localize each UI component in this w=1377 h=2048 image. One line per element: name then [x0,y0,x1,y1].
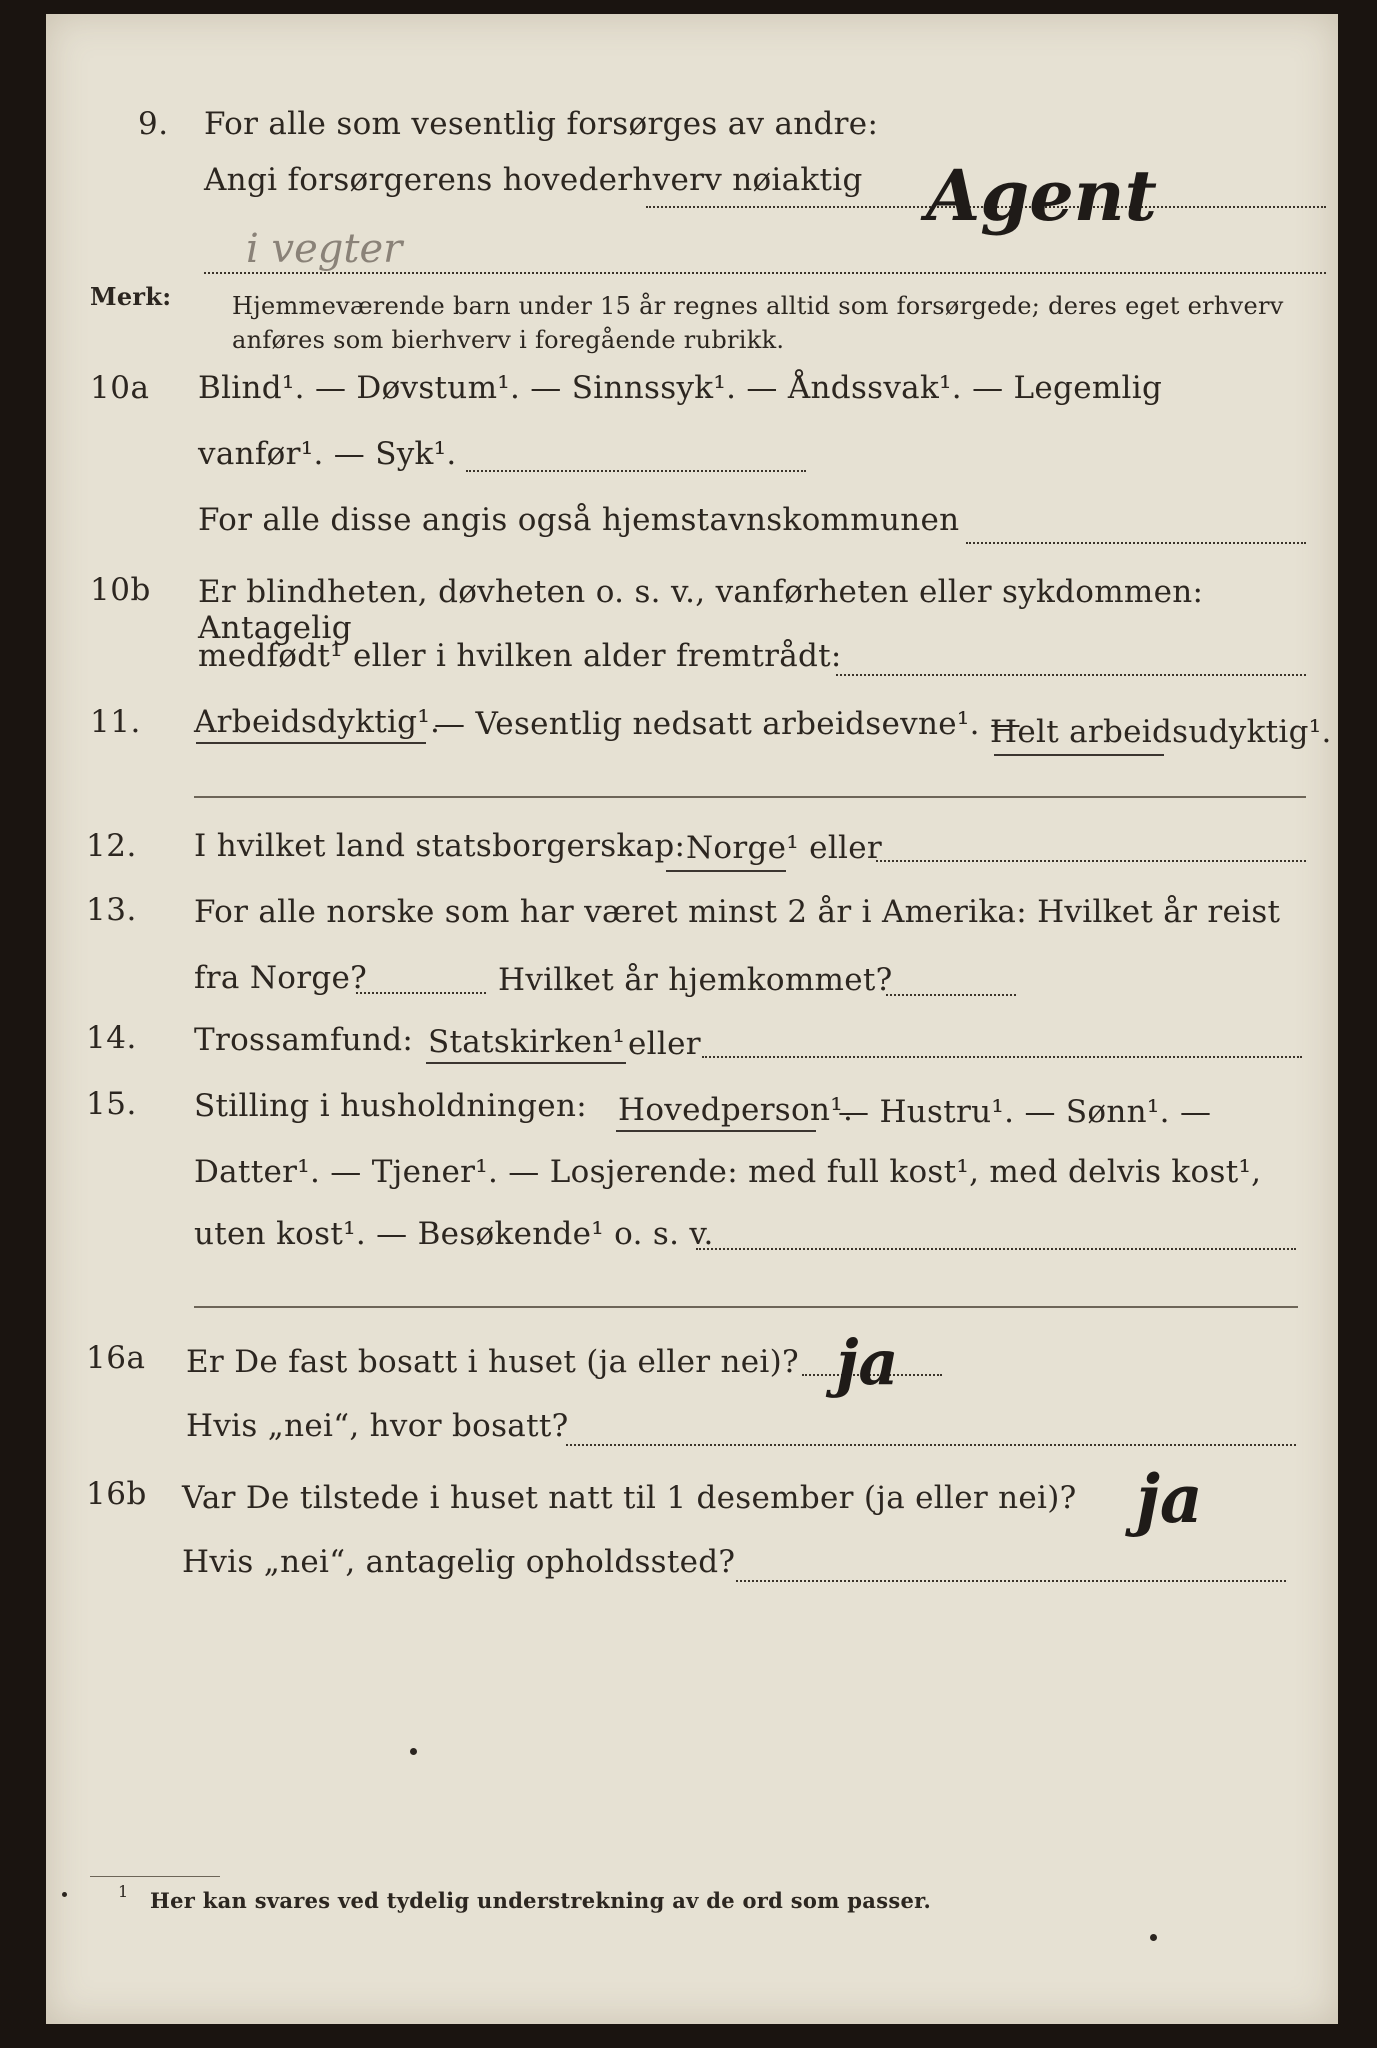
q13-number: 13. [86,892,137,928]
q14-underline-mark [426,1062,626,1064]
q16b-handwritten-answer: ja [1136,1460,1203,1538]
census-form-page [46,14,1338,2024]
q12-underline-mark [666,870,786,872]
q9-line1: For alle som vesentlig forsørges av andre: [204,106,879,142]
merk-line2: anføres som bierhverv i foregående rubrikk. [232,326,785,354]
q16a-handwritten-answer: ja [836,1326,899,1399]
q9-handwritten-answer: Agent [926,154,1158,237]
q10a-line2: vanfør¹. — Syk¹. [198,436,457,472]
ink-speck [410,1748,417,1755]
q9-number: 9. [138,106,169,142]
q15-blank [696,1248,1296,1250]
q15-line1a: Stilling i husholdningen: [194,1088,587,1124]
q10a-number: 10a [90,370,150,406]
q10a-line3-blank [966,542,1306,544]
q16a-location-blank [566,1444,1296,1446]
q11-underline-mark [196,742,426,744]
q14-blank [702,1056,1302,1058]
q16a-line1: Er De fast bosatt i huset (ja eller nei)? [186,1344,799,1380]
q15-line1c: — Hustru¹. — Sønn¹. — [838,1094,1212,1130]
q11-option-helt: Helt arbeidsudyktig¹. [990,714,1332,750]
ink-speck [62,1892,67,1897]
q15-option-hovedperson: Hovedperson¹. [618,1092,854,1128]
q9-faint-handwriting: i vegter [246,226,403,272]
q10b-line2: medfødt¹ eller i hvilken alder fremtrådt: [198,638,842,674]
q14-option: Statskirken¹ [428,1024,626,1060]
q11-blank-rule [194,796,1306,798]
q13-year-returned-blank [886,994,1016,996]
q15-blank-rule [194,1306,1298,1308]
q12-option: Norge¹ eller [686,830,883,866]
q10a-line1: Blind¹. — Døvstum¹. — Sinnssyk¹. — Åndssvak¹. — Legemlig [198,370,1163,406]
q10b-line1: Er blindheten, døvheten o. s. v., vanførheten eller sykdommen: Antagelig [198,574,1204,646]
q16a-line2: Hvis „nei“, hvor bosatt? [186,1408,569,1444]
q12-blank [876,860,1306,862]
q16b-number: 16b [86,1476,147,1512]
q11-number: 11. [90,704,141,740]
q15-number: 15. [86,1086,137,1122]
q12-number: 12. [86,828,137,864]
q15-line3: uten kost¹. — Besøkende¹ o. s. v. [194,1216,714,1252]
footnote-divider [90,1876,220,1877]
q13-line2a: fra Norge? [194,960,368,996]
q14-tail: eller [628,1026,701,1062]
q16b-line2: Hvis „nei“, antagelig opholdssted? [182,1544,736,1580]
q10a-line3: For alle disse angis også hjemstavnskommunen [198,502,960,538]
q15-line2: Datter¹. — Tjener¹. — Losjerende: med full kost¹, med delvis kost¹, [194,1154,1262,1190]
q10b-blank [836,674,1306,676]
q12-text: I hvilket land statsborgerskap: [194,828,686,864]
q10a-line2-blank [466,470,806,472]
merk-label: Merk: [90,282,172,311]
footnote-marker: 1 [118,1882,129,1901]
q11-strike-mark [994,754,1164,756]
footnote-text: Her kan svares ved tydelig understrekning av de ord som passer. [150,1888,932,1913]
q11-option-arbeidsdyktig: Arbeidsdyktig¹. [194,704,441,740]
q13-year-left-blank [356,992,486,994]
q14-number: 14. [86,1020,137,1056]
merk-line1: Hjemmeværende barn under 15 år regnes alltid som forsørgede; deres eget erhverv [232,292,1284,320]
q14-text: Trossamfund: [194,1022,414,1058]
q9-answer-line-2 [204,272,1326,274]
q16b-location-blank [736,1580,1286,1582]
q11-middle: — Vesentlig nedsatt arbeidsevne¹. — [434,706,1022,742]
q13-line2b: Hvilket år hjemkommet? [498,962,893,998]
ink-speck [1150,1934,1157,1941]
q16b-line1: Var De tilstede i huset natt til 1 desember (ja eller nei)? [182,1480,1077,1516]
q10b-number: 10b [90,572,151,608]
q9-line2: Angi forsørgerens hovederhverv nøiaktig [204,162,863,198]
q15-underline-mark [616,1130,816,1132]
q13-line1: For alle norske som har været minst 2 år i Amerika: Hvilket år reist [194,894,1281,930]
q16a-number: 16a [86,1340,146,1376]
